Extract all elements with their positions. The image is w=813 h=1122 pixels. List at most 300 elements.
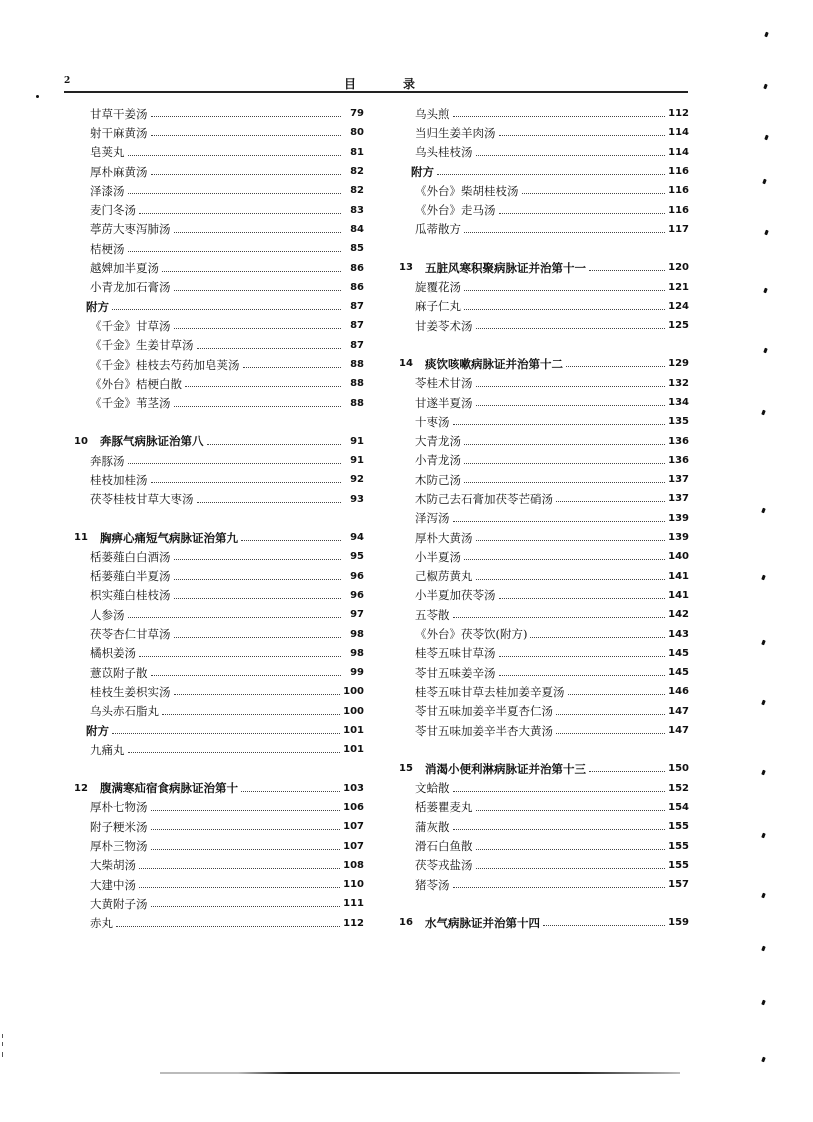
dot-leader — [453, 617, 666, 618]
toc-entry[interactable] — [399, 567, 689, 586]
header-title-part2: 录 — [403, 77, 416, 91]
entry-page-number: 81 — [350, 146, 364, 158]
toc-entry[interactable] — [399, 856, 689, 875]
scan-speck — [2, 1052, 3, 1057]
entry-page-number: 97 — [350, 609, 364, 621]
toc-entry[interactable] — [399, 181, 689, 200]
toc-entry[interactable] — [399, 721, 689, 740]
binding-mark — [761, 1057, 766, 1063]
entry-page-number: 111 — [343, 898, 364, 910]
toc-entry[interactable] — [399, 412, 689, 431]
toc-entry[interactable] — [74, 451, 364, 470]
toc-entry[interactable] — [399, 798, 689, 817]
toc-entry[interactable] — [74, 875, 364, 894]
entry-title: 桂苓五味甘草去桂加姜辛夏汤 — [415, 684, 565, 699]
entry-page-number: 101 — [343, 725, 364, 737]
toc-entry[interactable] — [74, 239, 364, 258]
toc-entry[interactable] — [74, 258, 364, 277]
entry-title: 栝蒌薤白白酒汤 — [90, 549, 171, 564]
entry-title: 附方 — [86, 723, 109, 738]
dot-leader — [464, 482, 665, 483]
toc-entry[interactable] — [399, 779, 689, 798]
toc-entry[interactable] — [399, 143, 689, 162]
header-title-part1: 目 — [344, 77, 357, 91]
entry-page-number: 96 — [350, 570, 364, 582]
entry-title: 《外台》桔梗白散 — [90, 376, 182, 391]
toc-entry[interactable] — [74, 316, 364, 335]
entry-title: 甘草干姜汤 — [90, 106, 148, 121]
dot-leader — [174, 232, 342, 233]
dot-leader — [464, 463, 665, 464]
entry-title: 附方 — [86, 299, 109, 314]
entry-page-number: 129 — [668, 358, 689, 370]
entry-title: 甘遂半夏汤 — [415, 395, 473, 410]
entry-title: 赤丸 — [90, 916, 113, 931]
entry-page-number: 98 — [350, 628, 364, 640]
dot-leader — [162, 271, 341, 272]
entry-page-number: 117 — [668, 223, 689, 235]
entry-page-number: 103 — [343, 782, 364, 794]
toc-entry[interactable] — [74, 547, 364, 566]
toc-entry[interactable] — [399, 451, 689, 470]
toc-entry[interactable] — [399, 528, 689, 547]
binding-mark — [763, 288, 768, 294]
dot-leader — [174, 579, 342, 580]
toc-entry[interactable] — [399, 200, 689, 219]
entry-page-number: 96 — [350, 589, 364, 601]
dot-leader — [151, 482, 342, 483]
dot-leader — [174, 637, 342, 638]
entry-title: 厚朴麻黄汤 — [90, 164, 148, 179]
entry-page-number: 92 — [350, 474, 364, 486]
toc-entry[interactable] — [399, 663, 689, 682]
section-gap — [399, 239, 689, 258]
toc-entry[interactable] — [74, 702, 364, 721]
entry-title: 五脏风寒积聚病脉证并治第十一 — [425, 260, 586, 275]
toc-entry[interactable] — [399, 297, 689, 316]
toc-entry[interactable] — [74, 278, 364, 297]
entry-title: 小青龙加石膏汤 — [90, 280, 171, 295]
dot-leader — [464, 444, 665, 445]
entry-title: 泽漆汤 — [90, 183, 125, 198]
chapter-number: 15 — [399, 763, 413, 775]
entry-page-number: 84 — [350, 223, 364, 235]
entry-page-number: 136 — [668, 454, 689, 466]
entry-title: 苓甘五味姜辛汤 — [415, 665, 496, 680]
toc-entry[interactable] — [74, 355, 364, 374]
entry-page-number: 150 — [668, 763, 689, 775]
entry-page-number: 88 — [350, 397, 364, 409]
dot-leader — [174, 328, 342, 329]
toc-entry[interactable] — [399, 644, 689, 663]
dot-leader — [139, 868, 340, 869]
toc-appendix-entry[interactable] — [74, 721, 364, 740]
header-rule — [64, 91, 688, 93]
toc-entry[interactable] — [74, 470, 364, 489]
entry-title: 甘姜苓术汤 — [415, 318, 473, 333]
entry-page-number: 108 — [343, 859, 364, 871]
binding-mark — [761, 1000, 766, 1006]
entry-page-number: 112 — [668, 108, 689, 120]
section-gap — [399, 740, 689, 759]
entry-title: 腹满寒疝宿食病脉证治第十 — [100, 781, 238, 796]
dot-leader — [128, 463, 342, 464]
entry-title: 五苓散 — [415, 607, 450, 622]
entry-title: 苓桂术甘汤 — [415, 376, 473, 391]
toc-chapter-entry[interactable] — [399, 258, 689, 277]
entry-page-number: 107 — [343, 840, 364, 852]
entry-page-number: 121 — [668, 281, 689, 293]
toc-entry[interactable] — [399, 393, 689, 412]
entry-page-number: 145 — [668, 647, 689, 659]
binding-mark — [761, 700, 766, 706]
toc-entry[interactable] — [399, 509, 689, 528]
dot-leader — [476, 810, 666, 811]
section-gap — [74, 413, 364, 432]
toc-entry[interactable] — [74, 914, 364, 933]
entry-page-number: 152 — [668, 782, 689, 794]
entry-title: 大黄附子汤 — [90, 896, 148, 911]
entry-page-number: 157 — [668, 879, 689, 891]
entry-page-number: 124 — [668, 300, 689, 312]
dot-leader — [151, 675, 342, 676]
dot-leader — [139, 887, 340, 888]
toc-entry[interactable] — [74, 374, 364, 393]
dot-leader — [589, 771, 665, 772]
section-gap — [74, 509, 364, 528]
entry-title: 九痛丸 — [90, 742, 125, 757]
dot-leader — [151, 174, 342, 175]
toc-appendix-entry[interactable] — [399, 162, 689, 181]
dot-leader — [112, 733, 340, 734]
entry-title: 小青龙汤 — [415, 453, 461, 468]
entry-title: 《外台》走马汤 — [415, 203, 496, 218]
entry-title: 桔梗汤 — [90, 241, 125, 256]
entry-title: 痰饮咳嗽病脉证并治第十二 — [425, 356, 563, 371]
dot-leader — [476, 540, 666, 541]
toc-entry[interactable] — [399, 605, 689, 624]
binding-mark — [761, 893, 766, 899]
entry-title: 乌头煎 — [415, 106, 450, 121]
toc-entry[interactable] — [399, 277, 689, 296]
toc-entry[interactable] — [399, 624, 689, 643]
entry-page-number: 87 — [350, 301, 364, 313]
entry-page-number: 141 — [668, 589, 689, 601]
dot-leader — [197, 502, 342, 503]
entry-page-number: 147 — [668, 725, 689, 737]
toc-entry[interactable] — [74, 740, 364, 759]
entry-page-number: 85 — [350, 243, 364, 255]
dot-leader — [162, 714, 340, 715]
binding-mark — [761, 575, 766, 581]
entry-page-number: 95 — [350, 551, 364, 563]
entry-title: 附子粳米汤 — [90, 819, 148, 834]
entry-title: 木防己去石膏加茯苓芒硝汤 — [415, 491, 553, 506]
entry-title: 桂枝加桂汤 — [90, 472, 148, 487]
binding-mark — [764, 32, 769, 38]
toc-entry[interactable] — [399, 836, 689, 855]
dot-leader — [185, 386, 341, 387]
toc-entry[interactable] — [74, 798, 364, 817]
toc-entry[interactable] — [74, 200, 364, 219]
entry-title: 奔豚气病脉证治第八 — [100, 434, 204, 449]
toc-appendix-entry[interactable] — [74, 297, 364, 316]
entry-title: 苓甘五味加姜辛半夏杏仁汤 — [415, 704, 553, 719]
dot-leader — [116, 926, 340, 927]
entry-title: 《千金》苇茎汤 — [90, 396, 171, 411]
entry-title: 当归生姜羊肉汤 — [415, 125, 496, 140]
toc-chapter-entry[interactable] — [399, 354, 689, 373]
toc-entry[interactable] — [399, 316, 689, 335]
entry-title: 旋覆花汤 — [415, 280, 461, 295]
dot-leader — [499, 675, 666, 676]
binding-mark — [761, 410, 766, 416]
entry-page-number: 88 — [350, 378, 364, 390]
entry-title: 十枣汤 — [415, 414, 450, 429]
dot-leader — [453, 887, 666, 888]
entry-title: 己椒苈黄丸 — [415, 569, 473, 584]
entry-title: 大柴胡汤 — [90, 858, 136, 873]
binding-mark — [763, 84, 768, 90]
entry-title: 附方 — [411, 164, 434, 179]
entry-page-number: 134 — [668, 397, 689, 408]
entry-page-number: 139 — [668, 532, 689, 544]
entry-page-number: 135 — [668, 416, 689, 428]
dot-leader — [207, 444, 342, 445]
entry-page-number: 87 — [350, 320, 364, 332]
entry-page-number: 142 — [668, 609, 689, 621]
left-margin-dot — [36, 95, 39, 98]
entry-page-number: 100 — [343, 705, 364, 717]
entry-title: 厚朴三物汤 — [90, 839, 148, 854]
dot-leader — [476, 328, 666, 329]
toc-chapter-entry[interactable] — [399, 759, 689, 778]
entry-title: 厚朴大黄汤 — [415, 530, 473, 545]
entry-title: 大建中汤 — [90, 877, 136, 892]
section-gap — [399, 335, 689, 354]
entry-page-number: 94 — [350, 532, 364, 544]
scan-speck — [2, 1034, 3, 1038]
entry-page-number: 137 — [668, 493, 689, 505]
dot-leader — [476, 579, 666, 580]
dot-leader — [241, 791, 340, 792]
entry-page-number: 114 — [668, 127, 689, 139]
entry-page-number: 91 — [350, 455, 364, 467]
entry-title: 射干麻黄汤 — [90, 125, 148, 140]
toc-chapter-entry[interactable] — [74, 779, 364, 798]
dot-leader — [128, 752, 341, 753]
dot-leader — [566, 366, 665, 367]
toc-entry[interactable] — [74, 336, 364, 355]
dot-leader — [476, 849, 666, 850]
entry-title: 越婢加半夏汤 — [90, 261, 159, 276]
chapter-number: 10 — [74, 435, 88, 447]
toc-entry[interactable] — [399, 702, 689, 721]
entry-page-number: 110 — [343, 879, 364, 891]
entry-page-number: 140 — [668, 551, 689, 563]
entry-title: 猪苓汤 — [415, 877, 450, 892]
entry-title: 瓜蒂散方 — [415, 222, 461, 237]
entry-page-number: 82 — [350, 166, 364, 178]
entry-title: 《外台》茯苓饮(附方) — [415, 627, 528, 642]
entry-page-number: 86 — [350, 262, 364, 274]
dot-leader — [174, 290, 342, 291]
toc-entry[interactable] — [74, 393, 364, 412]
entry-title: 《千金》生姜甘草汤 — [90, 338, 194, 353]
dot-leader — [476, 868, 666, 869]
entry-page-number: 88 — [350, 359, 364, 370]
toc-chapter-entry[interactable] — [74, 432, 364, 451]
dot-leader — [174, 694, 341, 695]
dot-leader — [128, 155, 342, 156]
entry-page-number: 137 — [668, 474, 689, 486]
entry-page-number: 159 — [668, 917, 689, 929]
bottom-rule — [160, 1072, 680, 1074]
entry-title: 木防己汤 — [415, 472, 461, 487]
toc-entry[interactable] — [399, 123, 689, 142]
entry-page-number: 101 — [343, 744, 364, 756]
dot-leader — [453, 116, 666, 117]
dot-leader — [453, 521, 666, 522]
entry-title: 水气病脉证并治第十四 — [425, 915, 540, 930]
page-number: 2 — [64, 76, 71, 86]
toc-entry[interactable] — [399, 547, 689, 566]
toc-entry[interactable] — [399, 586, 689, 605]
toc-entry[interactable] — [74, 162, 364, 181]
dot-leader — [568, 694, 666, 695]
entry-title: 橘枳姜汤 — [90, 646, 136, 661]
toc-entry[interactable] — [399, 817, 689, 836]
toc-chapter-entry[interactable] — [399, 913, 689, 932]
toc-chapter-entry[interactable] — [74, 528, 364, 547]
entry-page-number: 116 — [668, 185, 689, 197]
dot-leader — [476, 155, 666, 156]
dot-leader — [151, 849, 341, 850]
toc-entry[interactable] — [74, 624, 364, 643]
dot-leader — [476, 405, 666, 406]
toc-entry[interactable] — [399, 220, 689, 239]
entry-title: 小半夏加茯苓汤 — [415, 588, 496, 603]
entry-page-number: 155 — [668, 821, 689, 833]
dot-leader — [530, 637, 665, 638]
entry-page-number: 91 — [350, 435, 364, 447]
entry-page-number: 106 — [343, 801, 364, 813]
chapter-number: 11 — [74, 532, 88, 544]
toc-entry[interactable] — [74, 817, 364, 836]
entry-title: 麦门冬汤 — [90, 203, 136, 218]
section-gap — [74, 760, 364, 779]
entry-title: 《千金》桂枝去芍药加皂荚汤 — [90, 357, 240, 372]
dot-leader — [139, 656, 341, 657]
dot-leader — [243, 367, 342, 368]
entry-title: 蒲灰散 — [415, 819, 450, 834]
toc-entry[interactable] — [399, 104, 689, 123]
dot-leader — [453, 791, 666, 792]
entry-title: 桂苓五味甘草汤 — [415, 646, 496, 661]
dot-leader — [174, 559, 342, 560]
dot-leader — [174, 598, 342, 599]
entry-page-number: 139 — [668, 512, 689, 524]
binding-mark — [764, 135, 769, 141]
dot-leader — [589, 270, 665, 271]
entry-page-number: 132 — [668, 377, 689, 389]
dot-leader — [556, 501, 665, 502]
entry-page-number: 116 — [668, 204, 689, 216]
toc-entry[interactable] — [74, 856, 364, 875]
entry-title: 茯苓桂枝甘草大枣汤 — [90, 492, 194, 507]
toc-entry[interactable] — [74, 605, 364, 624]
entry-page-number: 98 — [350, 647, 364, 659]
dot-leader — [464, 232, 665, 233]
dot-leader — [139, 213, 341, 214]
section-gap — [399, 894, 689, 913]
toc-entry[interactable] — [74, 220, 364, 239]
toc-entry[interactable] — [399, 875, 689, 894]
toc-entry[interactable] — [74, 567, 364, 586]
binding-mark — [761, 946, 766, 952]
entry-page-number: 80 — [350, 127, 364, 139]
entry-title: 苓甘五味加姜辛半杏大黄汤 — [415, 723, 553, 738]
dot-leader — [499, 213, 666, 214]
dot-leader — [453, 829, 666, 830]
entry-page-number: 79 — [350, 108, 364, 120]
binding-mark — [764, 230, 769, 236]
dot-leader — [151, 135, 342, 136]
entry-page-number: 86 — [350, 281, 364, 293]
entry-title: 枳实薤白桂枝汤 — [90, 588, 171, 603]
entry-page-number: 107 — [343, 821, 364, 833]
chapter-number: 14 — [399, 358, 413, 370]
dot-leader — [128, 193, 342, 194]
entry-title: 栝蒌薤白半夏汤 — [90, 569, 171, 584]
toc-entry[interactable] — [399, 374, 689, 393]
dot-leader — [241, 540, 341, 541]
chapter-number: 13 — [399, 262, 413, 274]
toc-entry[interactable] — [74, 490, 364, 509]
dot-leader — [112, 309, 341, 310]
dot-leader — [197, 348, 342, 349]
toc-entry[interactable] — [74, 586, 364, 605]
toc-entry[interactable] — [399, 489, 689, 508]
dot-leader — [499, 598, 666, 599]
entry-title: 人参汤 — [90, 607, 125, 622]
entry-page-number: 100 — [343, 686, 364, 698]
toc-entry[interactable] — [74, 123, 364, 142]
toc-entry[interactable] — [74, 104, 364, 123]
dot-leader — [543, 925, 665, 926]
dot-leader — [556, 733, 665, 734]
toc-entry[interactable] — [74, 663, 364, 682]
toc-entry[interactable] — [74, 836, 364, 855]
toc-entry[interactable] — [74, 143, 364, 162]
dot-leader — [464, 559, 665, 560]
scan-speck — [2, 1042, 3, 1046]
entry-page-number: 143 — [668, 628, 689, 640]
entry-title: 文蛤散 — [415, 781, 450, 796]
toc-entry[interactable] — [74, 682, 364, 701]
toc-entry[interactable] — [399, 470, 689, 489]
toc-entry[interactable] — [74, 894, 364, 913]
toc-entry[interactable] — [74, 644, 364, 663]
entry-page-number: 114 — [668, 146, 689, 158]
toc-entry[interactable] — [74, 181, 364, 200]
toc-entry[interactable] — [399, 682, 689, 701]
dot-leader — [499, 656, 666, 657]
toc-entry[interactable] — [399, 431, 689, 450]
binding-mark — [761, 508, 766, 514]
entry-title: 薏苡附子散 — [90, 665, 148, 680]
entry-title: 胸痹心痛短气病脉证治第九 — [100, 530, 238, 545]
